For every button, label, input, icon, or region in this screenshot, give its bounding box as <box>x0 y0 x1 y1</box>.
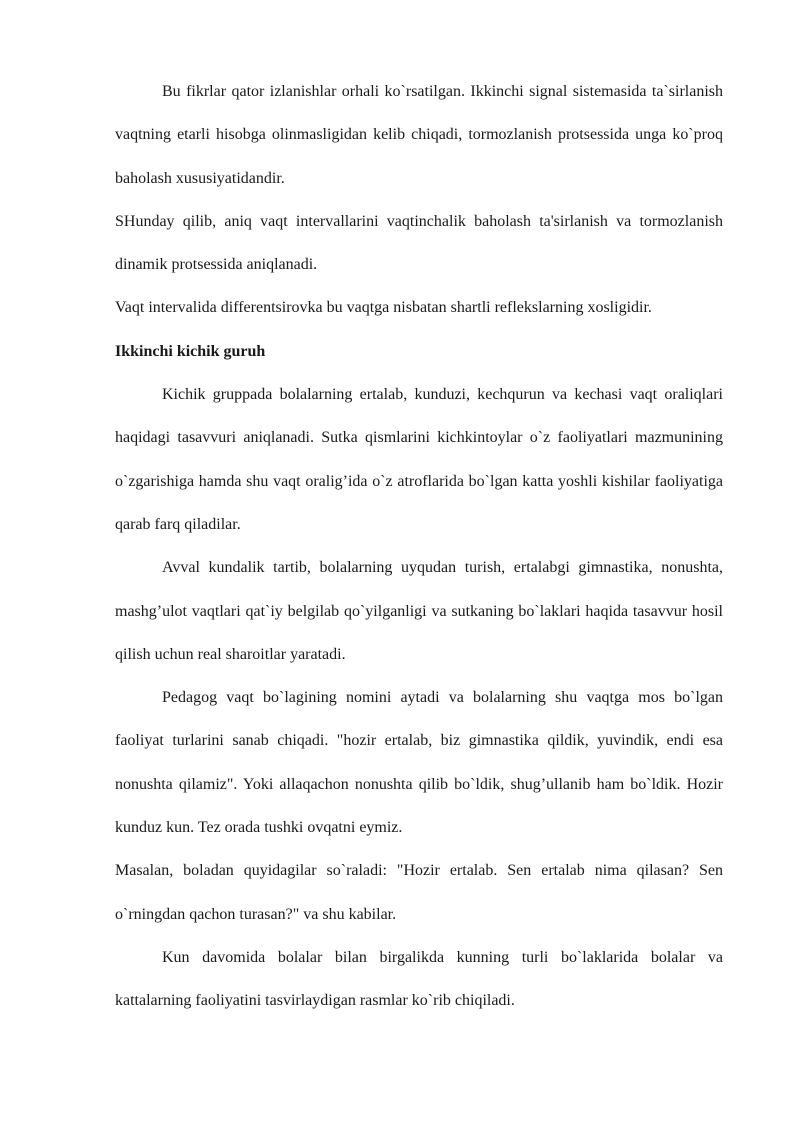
paragraph-example-questions: Masalan, boladan quyidagilar so`raladi: "Hozir ertalab. Sen ertalab nima qilasan? Sen o`rningdan qachon turasan?" va shu kabilar. <box>115 862 723 923</box>
paragraph-differentiation: Vaqt intervalida differentsirovka bu vaqtga nisbatan shartli reflekslarning xosligidir. <box>115 299 652 317</box>
paragraph-pictures: Kun davomida bolalar bilan birgalikda kunning turli bo`laklarida bolalar va kattalarning faoliyatini tasvirlaydigan rasmlar ko`rib chiqiladi. <box>115 948 723 1010</box>
document-body <box>115 70 723 1023</box>
paragraph-pedagogue: Pedagog vaqt bo`lagining nomini aytadi va bolalarning shu vaqtga mos bo`lgan faoliyat turlarini sanab chiqadi. "hozir ertalab, biz gimnastika qildik, yuvindik, endi esa nonushta qilamiz". Yoki allaqachon nonushta qilib bo`ldik, shug’ullanib ham bo`ldik. Hozir kunduz kun. Tez orada tushki ovqatni eymiz. <box>115 689 723 837</box>
paragraph-daily-routine: Avval kundalik tartib, bolalarning uyqudan turish, ertalabgi gimnastika, nonushta, mashg’ulot vaqtlari qat`iy belgilab qo`yilganligi va sutkaning bo`laklari haqida tasavvur hosil qilish uchun real sharoitlar yaratadi. <box>115 559 723 663</box>
paragraph-small-group: Kichik gruppada bolalarning ertalab, kunduzi, kechqurun va kechasi vaqt oraliqlari haqidagi tasavvuri aniqlanadi. Sutka qismlarini kichkintoylar o`z faoliyatlari mazmunining o`zgarishiga hamda shu vaqt oralig’ida o`z atroflarida bo`lgan katta yoshli kishilar faoliyatiga qarab farq qiladilar. <box>115 386 723 533</box>
paragraph-time-intervals: SHunday qilib, aniq vaqt intervallarini vaqtinchalik baholash ta'sirlanish va tormozlanish dinamik protsessida aniqlanadi. <box>115 212 723 274</box>
section-heading: Ikkinchi kichik guruh <box>115 342 266 360</box>
paragraph-time-signal-system: Bu fikrlar qator izlanishlar orhali ko`rsatilgan. Ikkinchi signal sistemasida ta`sirlanish vaqtning etarli hisobga olinmasligidan kelib chiqadi, tormozlanish protsessida unga ko`proq baholash xususiyatidandir. <box>115 83 723 187</box>
